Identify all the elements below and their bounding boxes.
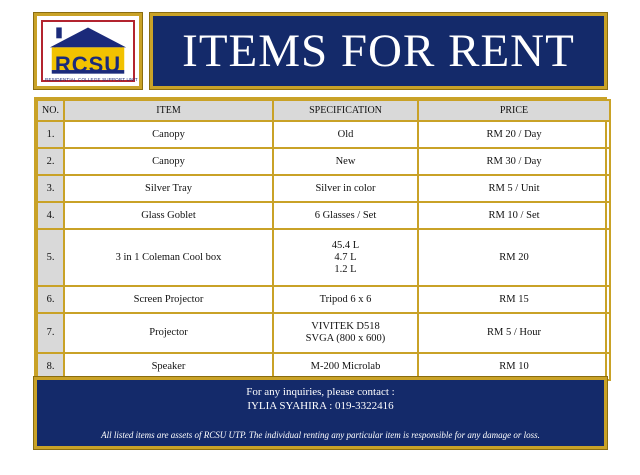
item-spec: 6 Glasses / Set bbox=[273, 202, 418, 229]
logo-subtitle: RESIDENTIAL COLLEGE SUPPORT UNIT bbox=[45, 77, 138, 82]
rental-table bbox=[36, 99, 611, 381]
rcsu-logo bbox=[34, 13, 142, 89]
item-price: RM 30 / Day bbox=[418, 148, 610, 175]
page-title: ITEMS FOR RENT bbox=[182, 24, 575, 77]
row-number: 5. bbox=[37, 229, 64, 286]
table-row bbox=[37, 175, 610, 202]
spec-line: 4.7 L bbox=[334, 251, 357, 263]
item-name: Silver Tray bbox=[64, 175, 273, 202]
row-number: 1. bbox=[37, 121, 64, 148]
table-row bbox=[37, 121, 610, 148]
item-price: RM 15 bbox=[418, 286, 610, 313]
header-no: NO. bbox=[37, 100, 64, 121]
item-price: RM 5 / Hour bbox=[418, 313, 610, 353]
item-price: RM 10 / Set bbox=[418, 202, 610, 229]
row-number: 7. bbox=[37, 313, 64, 353]
row-number: 6. bbox=[37, 286, 64, 313]
item-name: Projector bbox=[64, 313, 273, 353]
spec-line: 1.2 L bbox=[334, 263, 357, 275]
item-spec: New bbox=[273, 148, 418, 175]
header-price: PRICE bbox=[418, 100, 610, 121]
contact-footer bbox=[34, 377, 607, 449]
item-name: Canopy bbox=[64, 148, 273, 175]
item-price: RM 10 bbox=[418, 353, 610, 380]
rental-table-container bbox=[34, 97, 607, 383]
row-number: 8. bbox=[37, 353, 64, 380]
item-spec: Tripod 6 x 6 bbox=[273, 286, 418, 313]
table-row bbox=[37, 353, 610, 380]
logo-frame bbox=[41, 20, 138, 82]
item-name: Speaker bbox=[64, 353, 273, 380]
contact-person: IYLIA SYAHIRA : 019-3322416 bbox=[247, 400, 394, 412]
table-row bbox=[37, 148, 610, 175]
logo-text: RCSU bbox=[54, 52, 122, 77]
header-item: ITEM bbox=[64, 100, 273, 121]
row-number: 2. bbox=[37, 148, 64, 175]
item-name: Glass Goblet bbox=[64, 202, 273, 229]
item-name: 3 in 1 Coleman Cool box bbox=[64, 229, 273, 286]
row-number: 4. bbox=[37, 202, 64, 229]
disclaimer-text: All listed items are assets of RCSU UTP. The individual renting any particular item is responsible for any damage or loss. bbox=[101, 430, 540, 440]
item-spec bbox=[273, 229, 418, 286]
item-name: Canopy bbox=[64, 121, 273, 148]
contact-heading: For any inquiries, please contact : bbox=[246, 386, 395, 398]
table-row bbox=[37, 229, 610, 286]
item-price: RM 20 bbox=[418, 229, 610, 286]
table-row bbox=[37, 202, 610, 229]
table-header-row bbox=[37, 100, 610, 121]
table-row bbox=[37, 313, 610, 353]
item-price: RM 5 / Unit bbox=[418, 175, 610, 202]
item-spec: Old bbox=[273, 121, 418, 148]
title-banner bbox=[150, 13, 607, 89]
item-spec bbox=[273, 313, 418, 353]
item-spec: M-200 Microlab bbox=[273, 353, 418, 380]
item-name: Screen Projector bbox=[64, 286, 273, 313]
table-row bbox=[37, 286, 610, 313]
item-spec: Silver in color bbox=[273, 175, 418, 202]
spec-line: 45.4 L bbox=[331, 239, 360, 251]
spec-line: VIVITEK D518 bbox=[311, 321, 380, 332]
spec-line: SVGA (800 x 600) bbox=[305, 333, 386, 344]
row-number: 3. bbox=[37, 175, 64, 202]
item-price: RM 20 / Day bbox=[418, 121, 610, 148]
header-specification: SPECIFICATION bbox=[273, 100, 418, 121]
